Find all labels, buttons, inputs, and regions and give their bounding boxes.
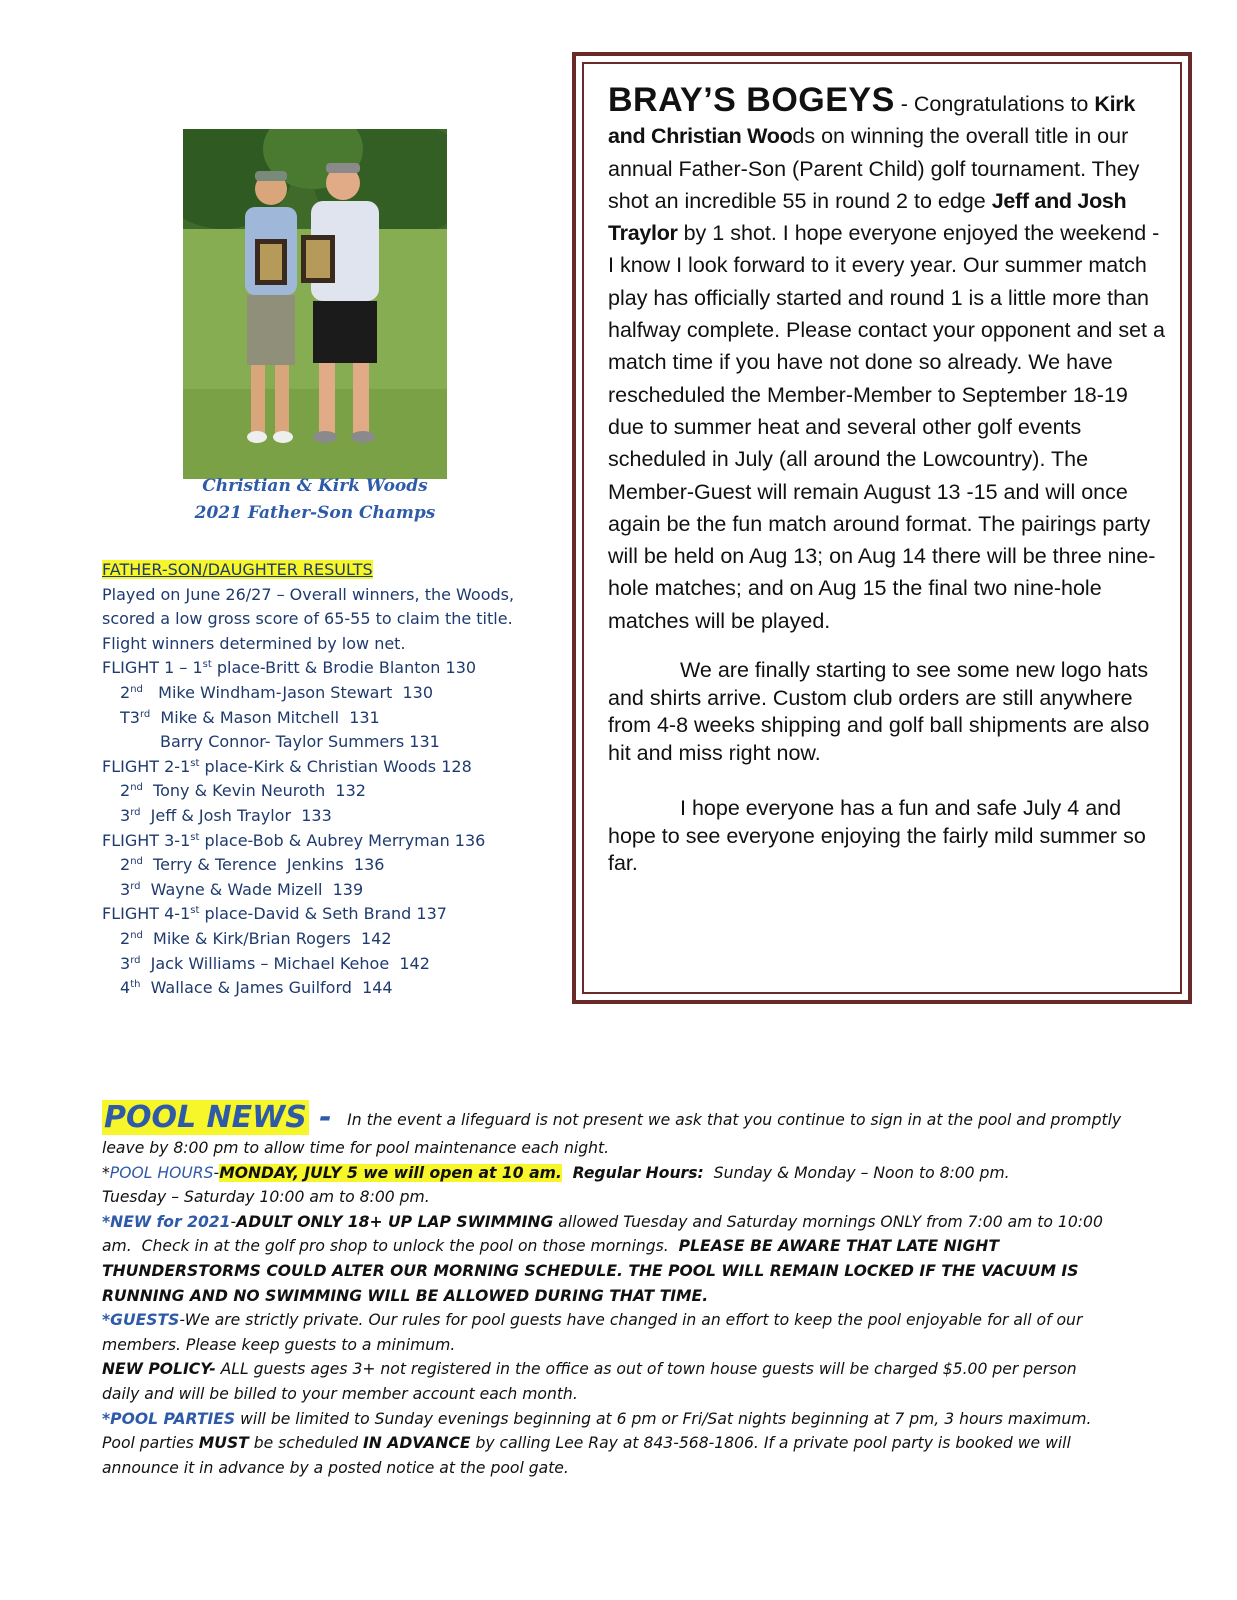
pool-new-2021-cont: am. Check in at the golf pro shop to unlock the pool on those mornings. PLEASE BE AWARE THAT LATE NIGHT [102, 1237, 999, 1256]
pool-hours: *POOL HOURS-MONDAY, JULY 5 we will open at 10 am. Regular Hours: Sunday & Monday – Noon to 8:00 pm. [102, 1163, 1010, 1182]
champions-photo [183, 129, 447, 479]
brays-bogeys-article [608, 81, 1168, 878]
pool-news: POOL NEWS - In the event a lifeguard is not present we ask that you continue to sign in at the pool and promptly leave by 8:00 pm to allow time for pool maintenance each night. *POOL HOURS-MONDAY, JULY 5 we will open at 10 am. Regular Hours: Sunday & Monday – Noon to 8:00 pm. Tuesday – Saturday 10:00 am to 8:00 pm. *NEW for 2021-ADULT ONLY 18+ UP LAP SWIMMING allowed Tuesday and Saturday mornings ONLY from 7:00 am to 10:00 am. Check in at the golf pro shop to unlock the pool on those mornings. PLEASE BE AWARE THAT LATE NIGHT THUNDERSTORMS COULD ALTER OUR MORNING SCHEDULE. THE POOL WILL REMAIN LOCKED IF THE VACUUM IS RUNNING AND NO SWIMMING WILL BE ALLOWED DURING THAT TIME. *GUESTS-We are strictly private. Our rules for pool guests have changed in an effort to keep the pool enjoyable for all of our members. Please keep guests to a minimum. NEW POLICY- ALL guests ages 3+ not registered in the office as out of town house guests will be charged $5.00 per person daily and will be billed to your member account each month. *POOL PARTIES will be limited to Sunday evenings beginning at 6 pm or Fri/Sat nights beginning at 7 pm, 3 hours maximum. Pool parties MUST be scheduled IN ADVANCE by calling Lee Ray at 843-568-1806. If a private pool party is booked we will announce it in advance by a posted notice at the pool gate. [102, 1100, 1137, 1480]
pool-policy-cont: daily and will be billed to your member account each month. [102, 1384, 578, 1403]
pool-new-2021: *NEW for 2021-ADULT ONLY 18+ UP LAP SWIMMING allowed Tuesday and Saturday mornings ONLY from 7:00 am to 10:00 [102, 1212, 1103, 1231]
pool-guests-cont: members. Please keep guests to a minimum. [102, 1335, 456, 1354]
pool-warning: RUNNING AND NO SWIMMING WILL BE ALLOWED DURING THAT TIME. [102, 1286, 709, 1305]
article-headline: BRAY’S BOGEYS [608, 81, 895, 119]
flight-1-second: 2nd Mike Windham-Jason Stewart 130 [120, 682, 434, 702]
flight-3-third: 3rd Wayne & Wade Mizell 139 [120, 879, 364, 899]
pool-intro: leave by 8:00 pm to allow time for pool maintenance each night. [102, 1139, 610, 1157]
tournament-results [102, 558, 542, 1001]
results-intro: scored a low gross score of 65-55 to claim the title. [102, 609, 513, 629]
pool-warning: THUNDERSTORMS COULD ALTER OUR MORNING SCHEDULE. THE POOL WILL REMAIN LOCKED IF THE VACUUM IS [102, 1261, 1079, 1280]
flight-1-winner: FLIGHT 1 – 1st place-Britt & Brodie Blanton 130 [102, 658, 477, 678]
photo-caption-names: Christian & Kirk Woods [202, 476, 428, 496]
article-paragraph: We are finally starting to see some new logo hats and shirts arrive. Custom club orders are still anywhere from 4-8 weeks shipping and golf ball shipments are also hit and miss right now. [608, 658, 1150, 765]
results-intro: Played on June 26/27 – Overall winners, the Woods, [102, 584, 515, 604]
article-paragraph: BRAY’S BOGEYS - Congratulations to Kirk and Christian Woods on winning the overall title in our annual Father-Son (Parent Child) golf tournament. They shot an incredible 55 in round 2 to edge Jeff and Josh Traylor by 1 shot. I hope everyone enjoyed the weekend - I know I look forward to it every year. Our summer match play has officially started and round 1 is a little more than halfway complete. Please contact your opponent and set a match time if you have not done so already. We have rescheduled the Member-Member to September 18-19 due to summer heat and several other golf events scheduled in July (all around the Lowcountry). The Member-Guest will remain August 13 -15 and will once again be the fun match around format. The pairings party will be held on Aug 13; on Aug 14 there will be three nine-hole matches; and on Aug 15 the final two nine-hole matches will be played. [608, 81, 1165, 633]
article-paragraph: I hope everyone has a fun and safe July 4 and hope to see everyone enjoying the fairly mild summer so far. [608, 796, 1146, 876]
flight-3-second: 2nd Terry & Terence Jenkins 136 [120, 855, 385, 875]
flight-4-third: 3rd Jack Williams – Michael Kehoe 142 [120, 953, 430, 973]
flight-4-second: 2nd Mike & Kirk/Brian Rogers 142 [120, 928, 392, 948]
flight-2-third: 3rd Jeff & Josh Traylor 133 [120, 805, 332, 825]
pool-parties-cont: Pool parties MUST be scheduled IN ADVANCE by calling Lee Ray at 843-568-1806. If a private pool party is booked we will [102, 1434, 1071, 1453]
flight-4-winner: FLIGHT 4-1st place-David & Seth Brand 137 [102, 904, 447, 924]
pool-policy: NEW POLICY- ALL guests ages 3+ not registered in the office as out of town house guests will be charged $5.00 per person [102, 1360, 1077, 1379]
pool-news-title: POOL NEWS [104, 1100, 307, 1135]
flight-1-third-tie: Barry Connor- Taylor Summers 131 [160, 732, 440, 752]
flight-1-third: T3rd Mike & Mason Mitchell 131 [120, 707, 380, 727]
pool-hours-cont: Tuesday – Saturday 10:00 am to 8:00 pm. [102, 1188, 430, 1207]
photo-caption-title: 2021 Father-Son Champs [194, 503, 436, 523]
pool-parties-cont: announce it in advance by a posted notice at the pool gate. [102, 1458, 569, 1477]
results-intro: Flight winners determined by low net. [102, 633, 406, 653]
flight-3-winner: FLIGHT 3-1st place-Bob & Aubrey Merryman 136 [102, 830, 486, 850]
flight-2-winner: FLIGHT 2-1st place-Kirk & Christian Woods 128 [102, 756, 472, 776]
flight-2-second: 2nd Tony & Kevin Neuroth 132 [120, 781, 366, 801]
pool-parties: *POOL PARTIES will be limited to Sunday evenings beginning at 6 pm or Fri/Sat nights beginning at 7 pm, 3 hours maximum. [102, 1409, 1092, 1428]
results-heading: FATHER-SON/DAUGHTER RESULTS [102, 560, 373, 579]
flight-4-fourth: 4th Wallace & James Guilford 144 [120, 978, 393, 998]
pool-guests: *GUESTS-We are strictly private. Our rules for pool guests have changed in an effort to keep the pool enjoyable for all of our [102, 1311, 1083, 1330]
